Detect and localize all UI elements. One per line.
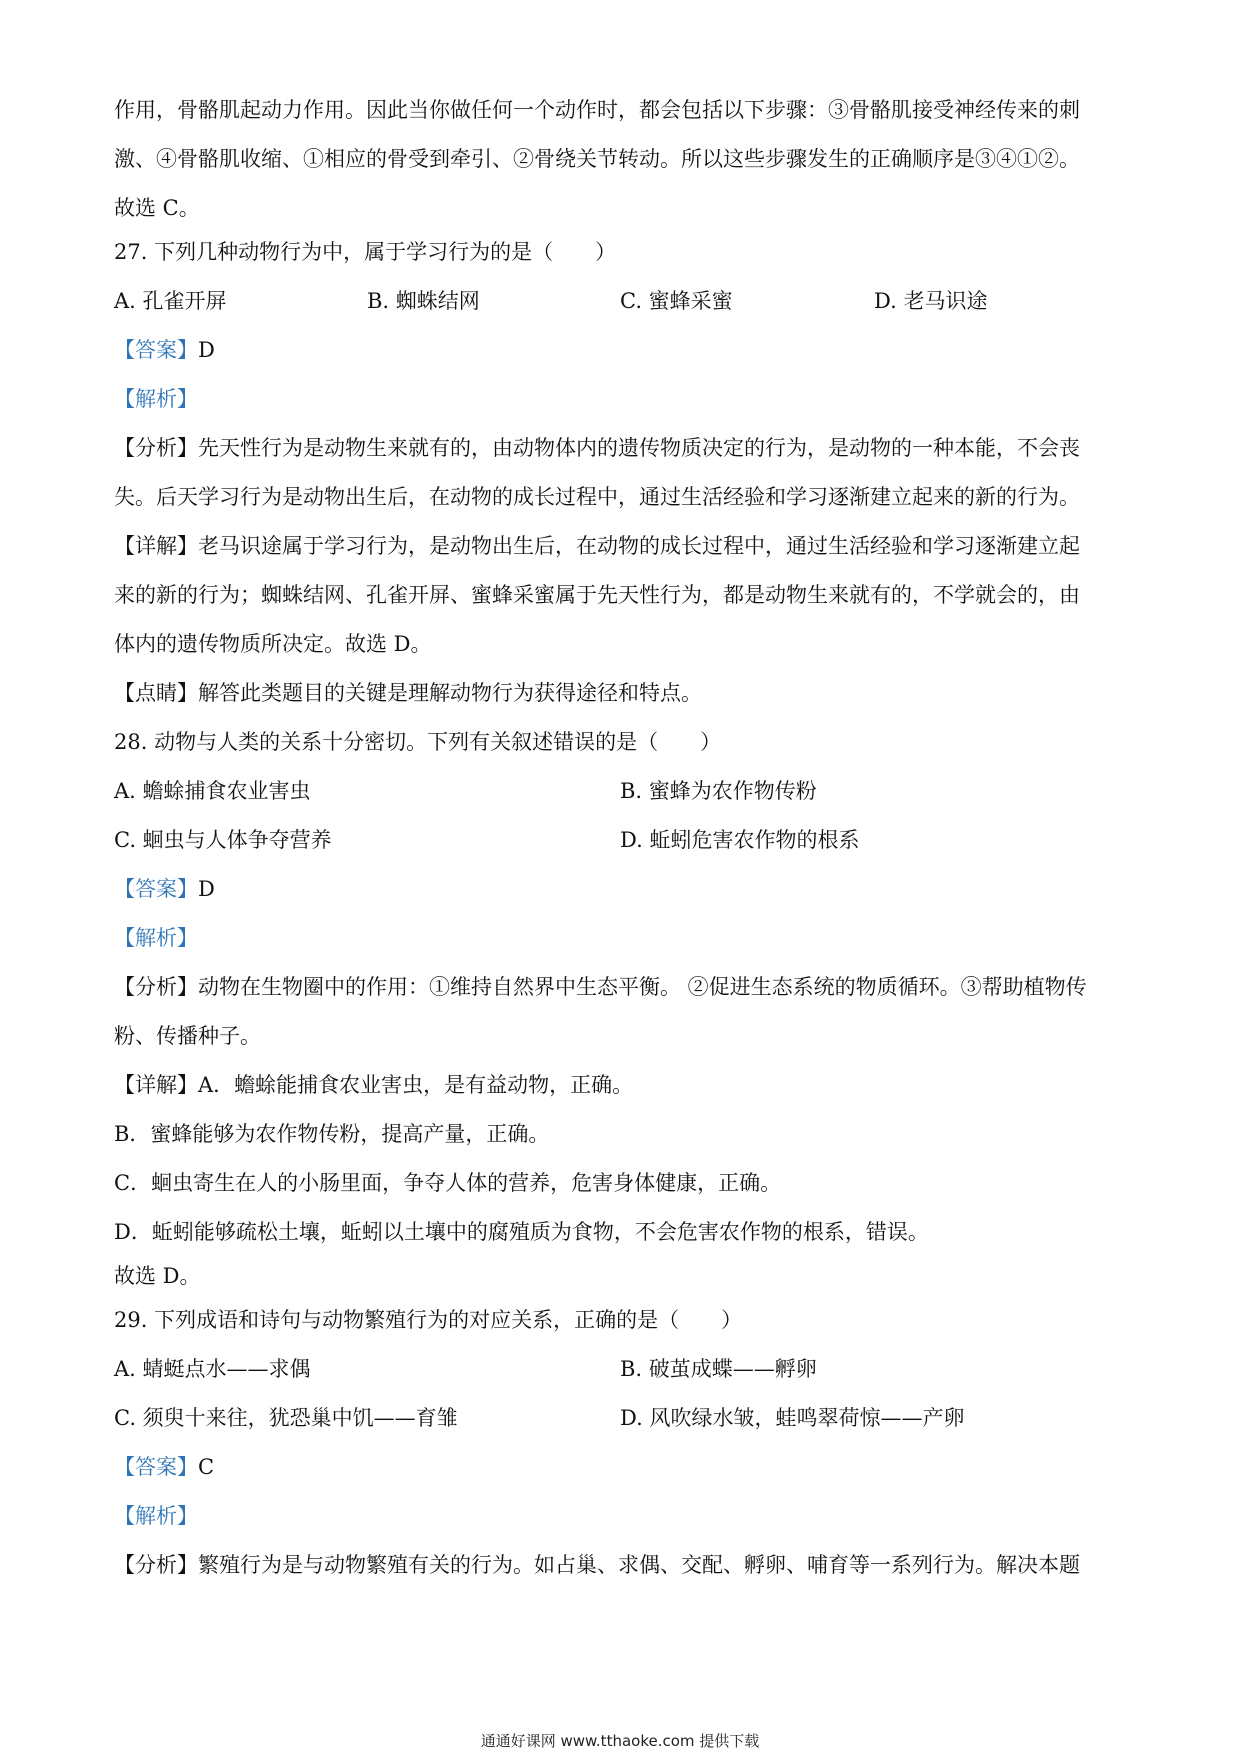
question-27-stem: 27. 下列几种动物行为中，属于学习行为的是（ ） [114, 240, 617, 264]
text-line: B．蜜蜂能够为农作物传粉，提高产量，正确。 [114, 1122, 550, 1146]
text-line: D．蚯蚓能够疏松土壤，蚯蚓以土壤中的腐殖质为食物，不会危害农作物的根系，错误。 [114, 1220, 929, 1244]
analysis-tag: 【解析】 [114, 1504, 198, 1528]
analysis-tag: 【解析】 [114, 926, 198, 950]
text-line: 粉、传播种子。 [114, 1024, 261, 1048]
option-c: C. 须臾十来往，犹恐巢中饥——育雏 [114, 1406, 458, 1430]
analysis-heading [114, 385, 1134, 414]
answer-line [114, 875, 1134, 904]
text-line: C．蛔虫寄生在人的小肠里面，争夺人体的营养，危害身体健康，正确。 [114, 1171, 782, 1195]
conclusion-line: 故选 D。 [114, 1264, 201, 1288]
question-28-stem: 28. 动物与人类的关系十分密切。下列有关叙述错误的是（ ） [114, 730, 722, 754]
option-b: B. 蜘蛛结网 [367, 289, 480, 313]
answer-value: C [198, 1455, 215, 1479]
option-d: D. 风吹绿水皱，蛙鸣翠荷惊——产卵 [620, 1406, 965, 1430]
question-27-options [114, 287, 1134, 316]
text-line: 【点睛】解答此类题目的关键是理解动物行为获得途径和特点。 [114, 681, 702, 705]
question-28-options-row-2 [114, 826, 1134, 855]
option-a: A. 蜻蜓点水——求偶 [114, 1357, 311, 1381]
text-line: 【分析】繁殖行为是与动物繁殖有关的行为。如占巢、求偶、交配、孵卵、哺育等一系列行为。解决本题 [114, 1553, 1080, 1577]
option-d: D. 老马识途 [874, 289, 988, 313]
question-29-options-row-1 [114, 1355, 1134, 1384]
answer-line [114, 1453, 1134, 1482]
page-footer: 通通好课网 www.tthaoke.com 提供下载 [480, 1732, 760, 1750]
text-line: 作用，骨骼肌起动力作用。因此当你做任何一个动作时，都会包括以下步骤：③骨骼肌接受神经传来的刺 [114, 98, 1080, 122]
text-line: 【详解】老马识途属于学习行为，是动物出生后，在动物的成长过程中，通过生活经验和学习逐渐建立起 [114, 534, 1080, 558]
answer-tag: 【答案】 [114, 1455, 198, 1479]
answer-value: D [198, 338, 215, 362]
text-line: 激、④骨骼肌收缩、①相应的骨受到牵引、②骨绕关节转动。所以这些步骤发生的正确顺序是③④①②。 [114, 147, 1080, 171]
conclusion-line: 故选 C。 [114, 196, 200, 220]
text-line: 【详解】A．蟾蜍能捕食农业害虫，是有益动物，正确。 [114, 1073, 634, 1097]
analysis-heading [114, 1502, 1134, 1531]
analysis-tag: 【解析】 [114, 387, 198, 411]
text-line: 来的新的行为；蜘蛛结网、孔雀开屏、蜜蜂采蜜属于先天性行为，都是动物生来就有的，不学就会的，由 [114, 583, 1080, 607]
text-line: 【分析】动物在生物圈中的作用：①维持自然界中生态平衡。 ②促进生态系统的物质循环。③帮助植物传 [114, 975, 1087, 999]
analysis-heading [114, 924, 1134, 953]
text-line: 体内的遗传物质所决定。故选 D。 [114, 632, 432, 656]
option-a: A. 孔雀开屏 [114, 289, 227, 313]
option-b: B. 蜜蜂为农作物传粉 [620, 779, 817, 803]
option-c: C. 蛔虫与人体争夺营养 [114, 828, 332, 852]
text-line: 失。后天学习行为是动物出生后，在动物的成长过程中，通过生活经验和学习逐渐建立起来的新的行为。 [114, 485, 1080, 509]
answer-tag: 【答案】 [114, 877, 198, 901]
answer-value: D [198, 877, 215, 901]
question-29-options-row-2 [114, 1404, 1134, 1433]
document-page [114, 96, 1134, 1600]
text-line: 【分析】先天性行为是动物生来就有的，由动物体内的遗传物质决定的行为，是动物的一种本能，不会丧 [114, 436, 1080, 460]
option-c: C. 蜜蜂采蜜 [620, 289, 733, 313]
question-28-options-row-1 [114, 777, 1134, 806]
answer-tag: 【答案】 [114, 338, 198, 362]
option-b: B. 破茧成蝶——孵卵 [620, 1357, 817, 1381]
answer-line [114, 336, 1134, 365]
option-d: D. 蚯蚓危害农作物的根系 [620, 828, 860, 852]
question-29-stem: 29. 下列成语和诗句与动物繁殖行为的对应关系，正确的是（ ） [114, 1308, 743, 1332]
option-a: A. 蟾蜍捕食农业害虫 [114, 779, 311, 803]
